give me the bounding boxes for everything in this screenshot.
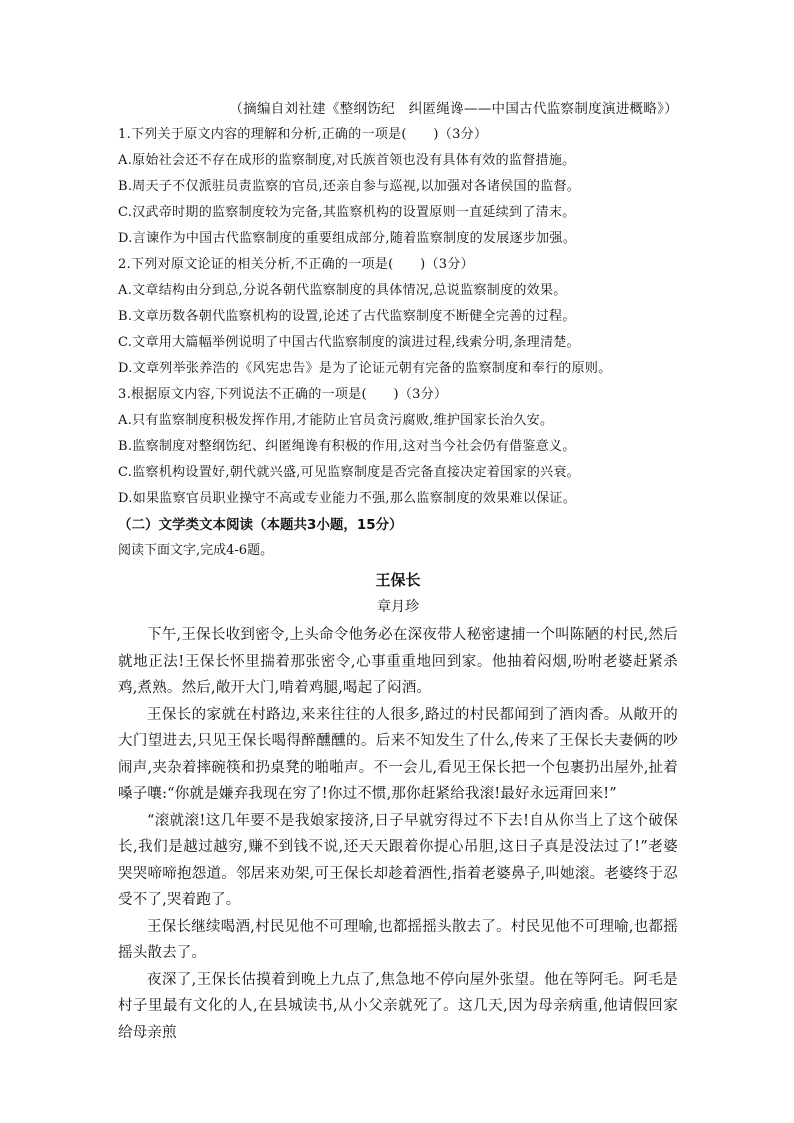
source-citation: （摘编自刘社建《整纲饬纪 纠匿绳谗——中国古代监察制度演进概略》） (229, 101, 678, 117)
question-stem: 1.下列关于原文内容的理解和分析,正确的一项是( )（3分） (118, 127, 488, 142)
option-b: B.监察制度对整纲饬纪、纠匿绳谗有积极的作用,这对当今社会仍有借鉴意义。 (118, 439, 576, 454)
option-b: B.文章历数各朝代监察机构的设置,论述了古代监察制度不断健全完善的过程。 (118, 309, 576, 324)
option-c: C.汉武帝时期的监察制度较为完备,其监察机构的设置原则一直延续到了清末。 (118, 205, 576, 220)
story-paragraph: 夜深了,王保长估摸着到晚上九点了,焦急地不停向屋外张望。他在等阿毛。阿毛是村子里最有文化的人,在县城读书,从小父亲就死了。这几天,因为母亲病重,他请假回家给母亲煎 (118, 971, 678, 1041)
option-a: A.只有监察制度积极发挥作用,才能防止官员贪污腐败,维护国家长治久安。 (118, 413, 554, 428)
story-paragraph: 王保长的家就在村路边,来来往往的人很多,路过的村民都闻到了酒肉香。从敞开的大门望进去,只见王保长喝得醉醺醺的。后来不知发生了什么,传来了王保长夫妻俩的吵闹声,夹杂着摔碗筷和扔桌凳的啪啪声。不一会儿,看见王保长把一个包裹扔出屋外,扯着嗓子嚷:“你就是嫌弃我现在穷了!你过不惯,那你赶紧给我滚!最好永远甭回来!” (118, 706, 678, 802)
question-2 (118, 252, 678, 382)
story-paragraph: “滚就滚!这几年要不是我娘家接济,日子早就穷得过不下去!自从你当上了这个破保长,我们是越过越穷,赚不到钱不说,还天天跟着你提心吊胆,这日子真是没法过了!”老婆哭哭啼啼抱怨道。邻居来劝架,可王保长却趁着酒性,指着老婆鼻子,叫她滚。老婆终于忍受不了,哭着跑了。 (118, 812, 678, 908)
section-heading: （二）文学类文本阅读（本题共3小题，15分） (118, 517, 403, 533)
option-a: A.文章结构由分到总,分说各朝代监察制度的具体情况,总说监察制度的效果。 (118, 283, 567, 298)
option-c: C.文章用大篇幅举例说明了中国古代监察制度的演进过程,线索分明,条理清楚。 (118, 335, 580, 350)
option-b: B.周天子不仅派驻员责监察的官员,还亲自参与巡视,以加强对各诸侯国的监督。 (118, 179, 581, 194)
option-d: D.如果监察官员职业操守不高或专业能力不强,那么监察制度的效果难以保证。 (118, 491, 577, 506)
story-title: 王保长 (375, 571, 421, 589)
document-page (118, 96, 678, 1046)
option-c: C.监察机构设置好,朝代就兴盛,可见监察制度是否完备直接决定着国家的兴衰。 (118, 465, 580, 480)
question-1 (118, 122, 678, 252)
reading-instruction: 阅读下面文字,完成4-6题。 (118, 543, 274, 558)
question-stem: 3.根据原文内容,下列说法不正确的一项是( )（3分） (118, 387, 448, 402)
story-paragraph: 王保长继续喝酒,村民见他不可理喻,也都摇摇头散去了。村民见他不可理喻,也都摇摇头散去了。 (118, 918, 678, 961)
question-stem: 2.下列对原文论证的相关分析,不正确的一项是( )（3分） (118, 257, 474, 272)
option-d: D.言谏作为中国古代监察制度的重要组成部分,随着监察制度的发展逐步加强。 (118, 231, 577, 246)
option-d: D.文章列举张养浩的《风宪忠告》是为了论证元朝有完备的监察制度和奉行的原则。 (118, 361, 612, 376)
story-author: 章月珍 (377, 599, 419, 615)
story-paragraph: 下午,王保长收到密令,上头命令他务必在深夜带人秘密逮捕一个叫陈陋的村民,然后就地正法!王保长怀里揣着那张密令,心事重重地回到家。他抽着闷烟,吩咐老婆赶紧杀鸡,煮熟。然后,敞开大门,啃着鸡腿,喝起了闷酒。 (118, 627, 678, 696)
option-a: A.原始社会还不存在成形的监察制度,对氏族首领也没有具体有效的监督措施。 (118, 153, 576, 168)
question-3 (118, 382, 678, 512)
